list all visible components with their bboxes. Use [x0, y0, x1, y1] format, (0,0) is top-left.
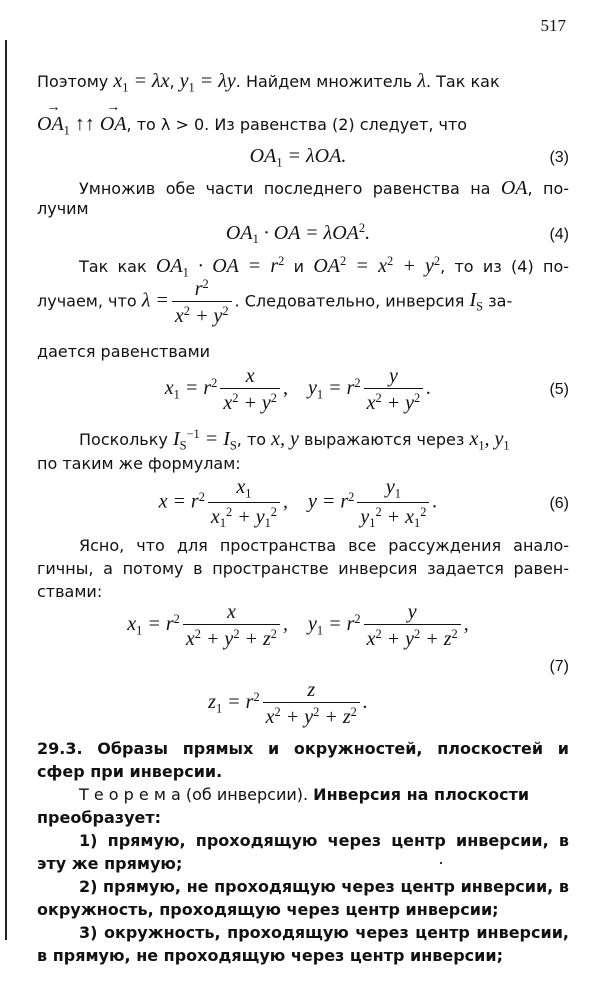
text-line: лучим: [37, 199, 89, 218]
equation-7b: $z_1 = r^2$ $\frac{z}{x^2 + y^2 + z^2}$ .: [208, 679, 368, 728]
section-heading: сфер при инверсии.: [37, 762, 223, 781]
equation-4: $OA_1$ · OA = λOA$^2$.: [225, 221, 371, 247]
theorem-line: Т е о р е м а (об инверсии). Инверсия на плоскости: [79, 785, 530, 804]
page-number: 517: [540, 16, 566, 35]
theorem-line: преобразует:: [37, 808, 162, 827]
text-line: Умножив обе части последнего равенства на OA, по-: [79, 177, 570, 199]
list-item: 3) окружность, проходящую через центр инверсии,: [79, 923, 569, 942]
equation-number: (3): [549, 149, 569, 166]
text-line: дается равенствами: [37, 342, 211, 361]
text-line: → $OA_1$ ↑↑ → OA, то λ > 0. Из равенства (2) следует, что: [37, 114, 569, 137]
list-item: окружность, проходящую через центр инверсии;: [37, 900, 499, 919]
list-item: в прямую, не проходящую через центр инверсии;: [37, 946, 503, 965]
equation-number: (6): [549, 495, 569, 512]
equation-7a: $x_1 = r^2$ $\frac{x}{x^2 + y^2 + z^2}$ , $y_1 = r^2$ $\frac{y}{x^2 + y^2 + z^2}$ ,: [127, 601, 469, 650]
section-heading: 29.3. Образы прямых и окружностей, плоскостей и: [37, 739, 569, 758]
equation-number: (4): [549, 226, 569, 243]
equation-5: $x_1 = r^2$ $\frac{x}{x^2 + y^2}$ , $y_1 = r^2$ $\frac{y}{x^2 + y^2}$ .: [164, 365, 432, 414]
equation-3: $OA_1 = \lambda OA$.: [249, 145, 347, 170]
list-item: 1) прямую, проходящую через центр инверсии, в: [79, 831, 569, 850]
text-line: Так как $OA_1$ · OA = $r^2$ и $OA^2 = x^2 + y^2$, то из (4) по-: [79, 254, 570, 280]
text-line: гичны, а потому в пространстве инверсия задается равен-: [37, 559, 569, 578]
text-line: лучаем, что λ = $\frac{r^2}{x^2 + y^2}$ . Следовательно, инверсия $I_S$ за-: [37, 277, 513, 327]
text-line: Ясно, что для пространства все рассуждения анало-: [79, 536, 569, 555]
equation-number: (5): [549, 381, 569, 398]
equation-6: $x = r^2$ $\frac{x_1}{x_1^2 + y_1^2}$ , $y = r^2$ $\frac{y_1}{y_1^2 + x_1^2}$ .: [158, 476, 438, 530]
text-line: Поэтому $x_1 = \lambda x$, $y_1 = \lambda y$. Найдем множитель λ. Так как: [37, 70, 500, 95]
text-line: Поскольку $I_S^{-1} = I_S$, то x, y выражаются через $x_1$, $y_1$: [79, 427, 510, 453]
list-item: 2) прямую, не проходящую через центр инверсии, в: [79, 877, 569, 896]
speck: [440, 862, 442, 864]
list-item: эту же прямую;: [37, 854, 183, 873]
text-line: ствами:: [37, 582, 103, 601]
text-line: по таким же формулам:: [37, 454, 241, 473]
equation-number: (7): [549, 658, 569, 675]
